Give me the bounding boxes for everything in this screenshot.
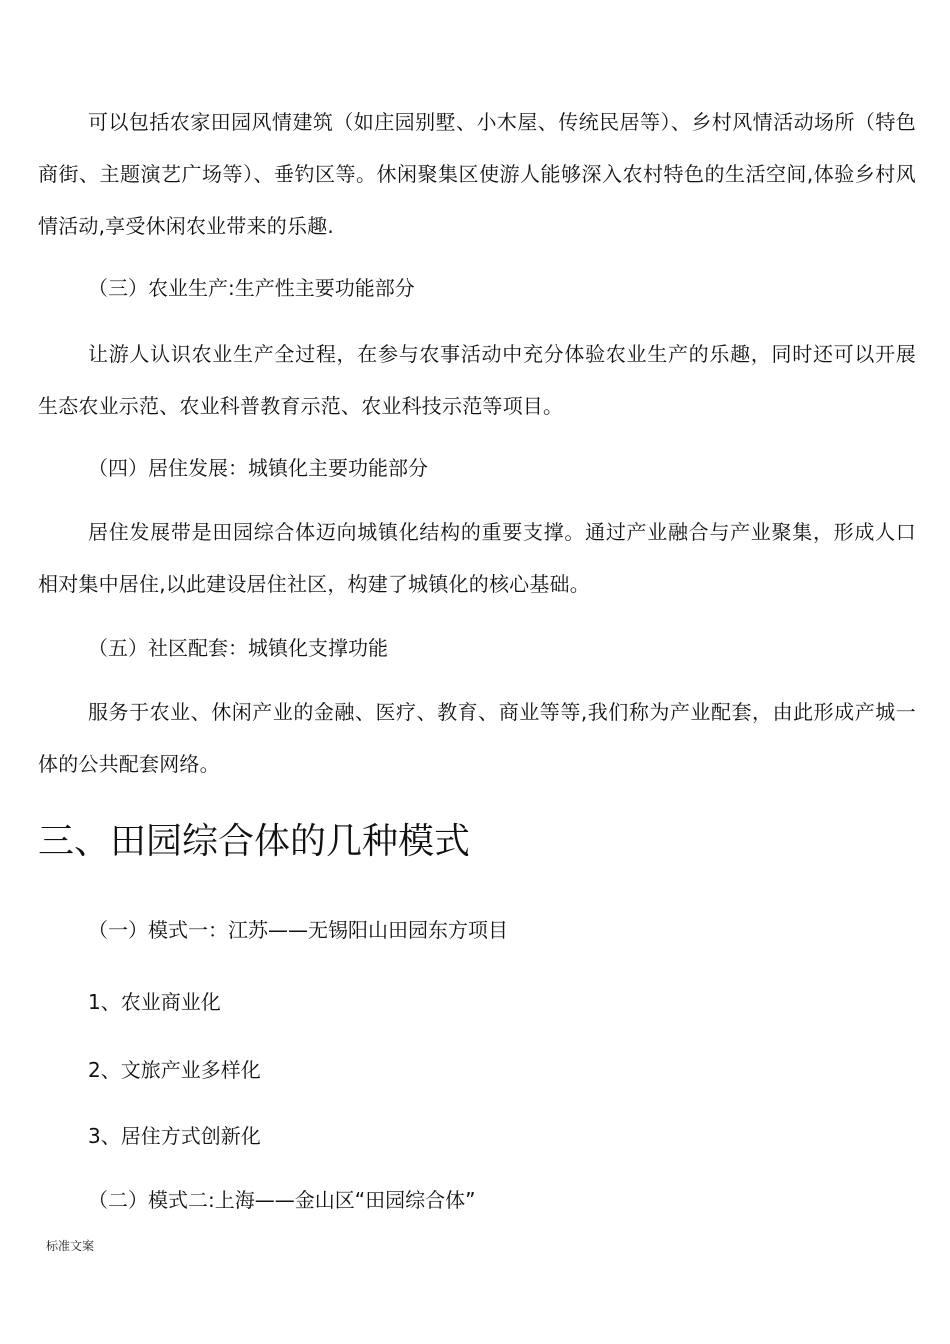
heading-residential-development: （四）居住发展：城镇化主要功能部分	[88, 456, 428, 480]
paragraph-leisure-area: 可以包括农家田园风情建筑（如庄园别墅、小木屋、传统民居等）、乡村风情活动场所（特色商街、主题演艺广场等）、垂钓区等。休闲聚集区使游人能够深入农村特色的生活空间,体验乡村风情活动,享受休闲农业带来的乐趣.	[38, 110, 916, 238]
footer-label: 标准文案	[46, 1239, 95, 1253]
paragraph-community-facilities: 服务于农业、休闲产业的金融、医疗、教育、商业等等,我们称为产业配套，由此形成产城一体的公共配套网络。	[38, 700, 916, 776]
section-title: 三、田园综合体的几种模式	[38, 821, 471, 862]
heading-community-facilities: （五）社区配套：城镇化支撑功能	[88, 636, 388, 660]
list-item-2: 2、文旅产业多样化	[88, 1058, 261, 1082]
heading-mode-one: （一）模式一：江苏——无锡阳山田园东方项目	[88, 918, 508, 942]
paragraph-agricultural-production: 让游人认识农业生产全过程，在参与农事活动中充分体验农业生产的乐趣，同时还可以开展生态农业示范、农业科普教育示范、农业科技示范等项目。	[38, 342, 916, 418]
list-item-1: 1、农业商业化	[88, 990, 221, 1014]
paragraph-residential-development: 居住发展带是田园综合体迈向城镇化结构的重要支撑。通过产业融合与产业聚集，形成人口相对集中居住,以此建设居住社区，构建了城镇化的核心基础。	[38, 520, 916, 596]
list-item-3: 3、居住方式创新化	[88, 1124, 261, 1148]
heading-agricultural-production: （三）农业生产:生产性主要功能部分	[88, 276, 415, 300]
heading-mode-two: （二）模式二:上海——金山区“田园综合体”	[88, 1188, 476, 1212]
